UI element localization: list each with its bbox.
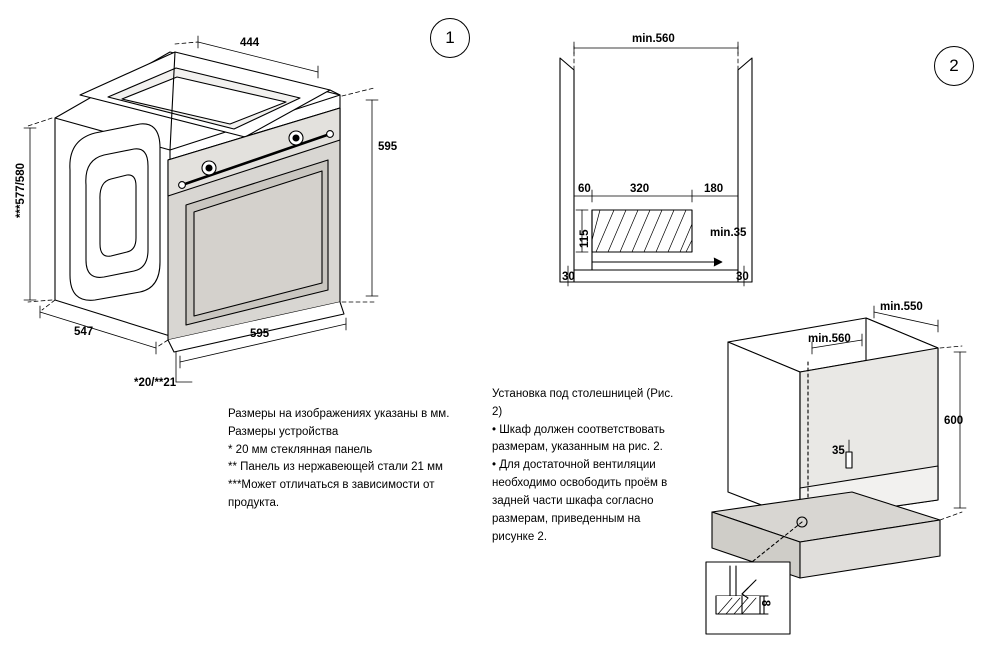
dim-bottom-right: 30 xyxy=(736,271,749,283)
dim-cabinet-width: min.560 xyxy=(632,33,675,45)
note-line-5: ***Может отличаться в зависимости от продукта. xyxy=(228,479,435,510)
dim-cabinet-width-3: min.560 xyxy=(808,333,851,345)
installation-notes-title: Установка под столешницей (Рис. 2) xyxy=(492,388,674,418)
detail-inset xyxy=(706,562,790,634)
dim-left-offset: 60 xyxy=(578,183,591,195)
dim-panel-thickness: *20/**21 xyxy=(134,377,177,389)
dim-plinth-gap: 35 xyxy=(832,445,845,457)
dim-depth-bottom: 547 xyxy=(74,326,94,338)
dim-cabinet-height: 600 xyxy=(944,415,964,427)
dim-opening-width: 320 xyxy=(630,183,650,195)
note-line-2: Размеры устройства xyxy=(228,425,339,438)
figure-1-label: 1 xyxy=(445,28,455,47)
figure-2-label: 2 xyxy=(949,56,959,75)
dim-cabinet-depth: min.550 xyxy=(880,301,923,313)
note-line-3: * 20 мм стеклянная панель xyxy=(228,443,373,456)
dim-right-offset: 180 xyxy=(704,183,724,195)
figure-2-badge xyxy=(934,46,974,86)
dim-opening-height: 115 xyxy=(579,229,591,248)
note-line-1: Размеры на изображениях указаны в мм. xyxy=(228,408,450,420)
dim-height-left: ***577/580 xyxy=(15,163,27,218)
installation-bullet-1: • Шкаф должен соответствовать размерам, указанным на рис. 2. xyxy=(492,423,665,454)
dimension-notes xyxy=(228,406,458,513)
installation-notes xyxy=(492,386,674,546)
dim-rear-gap: min.35 xyxy=(710,227,747,239)
dim-detail-gap: 8 xyxy=(759,600,771,607)
figure-1-badge xyxy=(430,18,470,58)
dim-bottom-left: 30 xyxy=(562,271,575,283)
dim-height-right: 595 xyxy=(378,141,398,153)
cabinet-cutout xyxy=(560,58,752,282)
dim-depth-top: 444 xyxy=(240,37,260,49)
under-counter-cabinet xyxy=(712,318,940,578)
note-line-4: ** Панель из нержавеющей стали 21 мм xyxy=(228,461,443,474)
installation-bullet-2: • Для достаточной вентиляции необходимо освободить проём в задней части шкафа согласно размерам, приведенным на рисунке 2. xyxy=(492,459,668,543)
dim-width-front: 595 xyxy=(250,328,270,340)
